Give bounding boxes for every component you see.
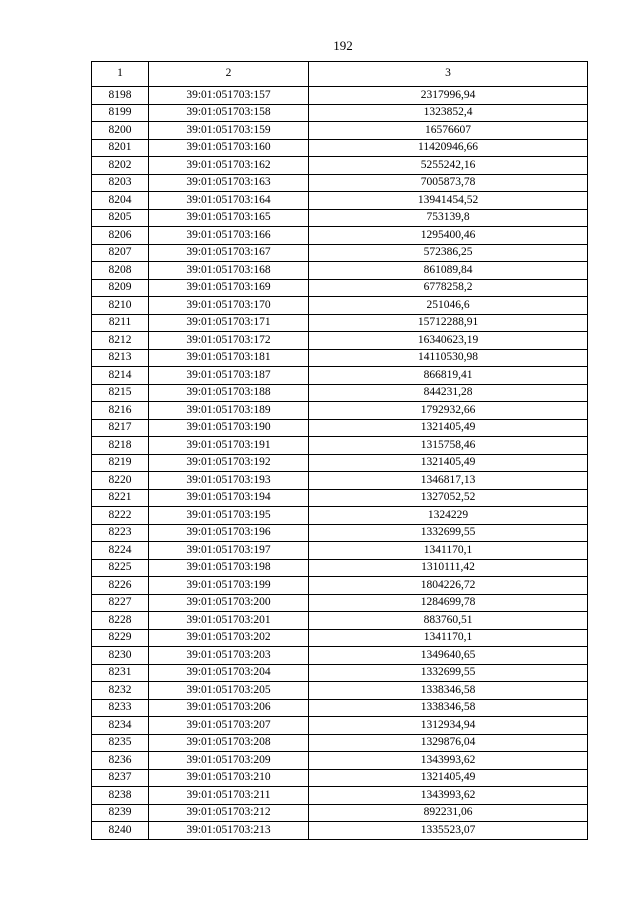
cadastral-number-cell: 39:01:051703:188 — [149, 384, 309, 402]
table-row — [92, 192, 588, 210]
row-number-cell: 8207 — [92, 244, 149, 262]
row-number-cell: 8201 — [92, 139, 149, 157]
value-cell: 1323852,4 — [309, 104, 588, 122]
row-number-cell: 8216 — [92, 402, 149, 420]
cadastral-number-cell: 39:01:051703:201 — [149, 612, 309, 630]
cadastral-number-cell: 39:01:051703:211 — [149, 787, 309, 805]
cadastral-number-cell: 39:01:051703:189 — [149, 402, 309, 420]
row-number-cell: 8220 — [92, 472, 149, 490]
value-cell: 1324229 — [309, 507, 588, 525]
cadastral-number-cell: 39:01:051703:168 — [149, 262, 309, 280]
cadastral-number-cell: 39:01:051703:202 — [149, 629, 309, 647]
cadastral-number-cell: 39:01:051703:195 — [149, 507, 309, 525]
row-number-cell: 8239 — [92, 804, 149, 822]
column-header-1: 1 — [92, 62, 149, 87]
value-cell: 1315758,46 — [309, 437, 588, 455]
table-row — [92, 332, 588, 350]
table-row — [92, 454, 588, 472]
cadastral-number-cell: 39:01:051703:209 — [149, 752, 309, 770]
table-row — [92, 629, 588, 647]
row-number-cell: 8233 — [92, 699, 149, 717]
cadastral-number-cell: 39:01:051703:190 — [149, 419, 309, 437]
table-row — [92, 157, 588, 175]
header-row — [92, 62, 588, 87]
value-cell: 1321405,49 — [309, 454, 588, 472]
cadastral-number-cell: 39:01:051703:198 — [149, 559, 309, 577]
row-number-cell: 8224 — [92, 542, 149, 560]
table-row — [92, 769, 588, 787]
cadastral-number-cell: 39:01:051703:157 — [149, 87, 309, 105]
value-cell: 883760,51 — [309, 612, 588, 630]
row-number-cell: 8209 — [92, 279, 149, 297]
row-number-cell: 8204 — [92, 192, 149, 210]
row-number-cell: 8200 — [92, 122, 149, 140]
cadastral-number-cell: 39:01:051703:204 — [149, 664, 309, 682]
value-cell: 572386,25 — [309, 244, 588, 262]
value-cell: 1312934,94 — [309, 717, 588, 735]
value-cell: 1343993,62 — [309, 787, 588, 805]
value-cell: 6778258,2 — [309, 279, 588, 297]
table-row — [92, 209, 588, 227]
row-number-cell: 8229 — [92, 629, 149, 647]
cadastral-number-cell: 39:01:051703:169 — [149, 279, 309, 297]
cadastral-number-cell: 39:01:051703:207 — [149, 717, 309, 735]
row-number-cell: 8231 — [92, 664, 149, 682]
row-number-cell: 8203 — [92, 174, 149, 192]
cadastral-number-cell: 39:01:051703:203 — [149, 647, 309, 665]
cadastral-number-cell: 39:01:051703:192 — [149, 454, 309, 472]
cadastral-number-cell: 39:01:051703:194 — [149, 489, 309, 507]
cadastral-number-cell: 39:01:051703:164 — [149, 192, 309, 210]
table-row — [92, 507, 588, 525]
value-cell: 1346817,13 — [309, 472, 588, 490]
table-row — [92, 227, 588, 245]
row-number-cell: 8227 — [92, 594, 149, 612]
value-cell: 1321405,49 — [309, 769, 588, 787]
value-cell: 1804226,72 — [309, 577, 588, 595]
value-cell: 861089,84 — [309, 262, 588, 280]
table-row — [92, 822, 588, 840]
table-row — [92, 524, 588, 542]
cadastral-number-cell: 39:01:051703:210 — [149, 769, 309, 787]
row-number-cell: 8238 — [92, 787, 149, 805]
row-number-cell: 8208 — [92, 262, 149, 280]
row-number-cell: 8222 — [92, 507, 149, 525]
row-number-cell: 8232 — [92, 682, 149, 700]
cadastral-number-cell: 39:01:051703:163 — [149, 174, 309, 192]
value-cell: 753139,8 — [309, 209, 588, 227]
table-row — [92, 752, 588, 770]
cadastral-number-cell: 39:01:051703:167 — [149, 244, 309, 262]
value-cell: 5255242,16 — [309, 157, 588, 175]
table-row — [92, 139, 588, 157]
table-row — [92, 367, 588, 385]
value-cell: 1343993,62 — [309, 752, 588, 770]
value-cell: 1341170,1 — [309, 542, 588, 560]
cadastral-number-cell: 39:01:051703:212 — [149, 804, 309, 822]
row-number-cell: 8221 — [92, 489, 149, 507]
value-cell: 15712288,91 — [309, 314, 588, 332]
cadastral-number-cell: 39:01:051703:197 — [149, 542, 309, 560]
table-row — [92, 734, 588, 752]
table-row — [92, 122, 588, 140]
table-row — [92, 419, 588, 437]
value-cell: 1341170,1 — [309, 629, 588, 647]
value-cell: 844231,28 — [309, 384, 588, 402]
table-row — [92, 349, 588, 367]
value-cell: 13941454,52 — [309, 192, 588, 210]
row-number-cell: 8217 — [92, 419, 149, 437]
table-row — [92, 174, 588, 192]
row-number-cell: 8219 — [92, 454, 149, 472]
row-number-cell: 8198 — [92, 87, 149, 105]
cadastral-number-cell: 39:01:051703:171 — [149, 314, 309, 332]
cadastral-number-cell: 39:01:051703:165 — [149, 209, 309, 227]
row-number-cell: 8214 — [92, 367, 149, 385]
row-number-cell: 8237 — [92, 769, 149, 787]
row-number-cell: 8218 — [92, 437, 149, 455]
cadastral-number-cell: 39:01:051703:158 — [149, 104, 309, 122]
value-cell: 251046,6 — [309, 297, 588, 315]
value-cell: 16576607 — [309, 122, 588, 140]
cadastral-number-cell: 39:01:051703:160 — [149, 139, 309, 157]
cadastral-number-cell: 39:01:051703:200 — [149, 594, 309, 612]
value-cell: 1338346,58 — [309, 682, 588, 700]
table-row — [92, 787, 588, 805]
cadastral-number-cell: 39:01:051703:213 — [149, 822, 309, 840]
row-number-cell: 8210 — [92, 297, 149, 315]
value-cell: 7005873,78 — [309, 174, 588, 192]
row-number-cell: 8215 — [92, 384, 149, 402]
column-header-2: 2 — [149, 62, 309, 87]
value-cell: 1284699,78 — [309, 594, 588, 612]
table-row — [92, 384, 588, 402]
row-number-cell: 8230 — [92, 647, 149, 665]
value-cell: 11420946,66 — [309, 139, 588, 157]
row-number-cell: 8202 — [92, 157, 149, 175]
table-row — [92, 402, 588, 420]
cadastral-number-cell: 39:01:051703:191 — [149, 437, 309, 455]
table-row — [92, 489, 588, 507]
table-row — [92, 594, 588, 612]
cadastral-number-cell: 39:01:051703:199 — [149, 577, 309, 595]
row-number-cell: 8225 — [92, 559, 149, 577]
cadastral-number-cell: 39:01:051703:196 — [149, 524, 309, 542]
row-number-cell: 8235 — [92, 734, 149, 752]
value-cell: 1327052,52 — [309, 489, 588, 507]
table-row — [92, 647, 588, 665]
value-cell: 1335523,07 — [309, 822, 588, 840]
value-cell: 1321405,49 — [309, 419, 588, 437]
table-row — [92, 262, 588, 280]
value-cell: 1349640,65 — [309, 647, 588, 665]
row-number-cell: 8206 — [92, 227, 149, 245]
table-row — [92, 104, 588, 122]
value-cell: 1338346,58 — [309, 699, 588, 717]
row-number-cell: 8205 — [92, 209, 149, 227]
table-row — [92, 314, 588, 332]
cadastral-number-cell: 39:01:051703:172 — [149, 332, 309, 350]
table-row — [92, 279, 588, 297]
cadastral-number-cell: 39:01:051703:187 — [149, 367, 309, 385]
cadastral-value-table — [91, 61, 588, 840]
table-row — [92, 472, 588, 490]
row-number-cell: 8236 — [92, 752, 149, 770]
row-number-cell: 8211 — [92, 314, 149, 332]
table-row — [92, 664, 588, 682]
cadastral-number-cell: 39:01:051703:181 — [149, 349, 309, 367]
row-number-cell: 8212 — [92, 332, 149, 350]
value-cell: 14110530,98 — [309, 349, 588, 367]
row-number-cell: 8199 — [92, 104, 149, 122]
table-row — [92, 804, 588, 822]
cadastral-number-cell: 39:01:051703:159 — [149, 122, 309, 140]
table-row — [92, 87, 588, 105]
value-cell: 1295400,46 — [309, 227, 588, 245]
table-row — [92, 577, 588, 595]
cadastral-number-cell: 39:01:051703:170 — [149, 297, 309, 315]
table-header — [92, 62, 588, 87]
cadastral-number-cell: 39:01:051703:193 — [149, 472, 309, 490]
value-cell: 1329876,04 — [309, 734, 588, 752]
table-row — [92, 244, 588, 262]
row-number-cell: 8226 — [92, 577, 149, 595]
value-cell: 1332699,55 — [309, 524, 588, 542]
cadastral-number-cell: 39:01:051703:208 — [149, 734, 309, 752]
row-number-cell: 8223 — [92, 524, 149, 542]
row-number-cell: 8234 — [92, 717, 149, 735]
table-body — [92, 87, 588, 840]
value-cell: 892231,06 — [309, 804, 588, 822]
value-cell: 2317996,94 — [309, 87, 588, 105]
table-row — [92, 297, 588, 315]
value-cell: 16340623,19 — [309, 332, 588, 350]
row-number-cell: 8240 — [92, 822, 149, 840]
cadastral-number-cell: 39:01:051703:162 — [149, 157, 309, 175]
row-number-cell: 8228 — [92, 612, 149, 630]
table-row — [92, 542, 588, 560]
value-cell: 1792932,66 — [309, 402, 588, 420]
cadastral-number-cell: 39:01:051703:205 — [149, 682, 309, 700]
table-row — [92, 682, 588, 700]
table-row — [92, 437, 588, 455]
column-header-3: 3 — [309, 62, 588, 87]
row-number-cell: 8213 — [92, 349, 149, 367]
value-cell: 1310111,42 — [309, 559, 588, 577]
page-number: 192 — [333, 38, 353, 53]
table-row — [92, 717, 588, 735]
cadastral-number-cell: 39:01:051703:206 — [149, 699, 309, 717]
cadastral-number-cell: 39:01:051703:166 — [149, 227, 309, 245]
value-cell: 1332699,55 — [309, 664, 588, 682]
table-row — [92, 559, 588, 577]
table-row — [92, 699, 588, 717]
value-cell: 866819,41 — [309, 367, 588, 385]
table-row — [92, 612, 588, 630]
